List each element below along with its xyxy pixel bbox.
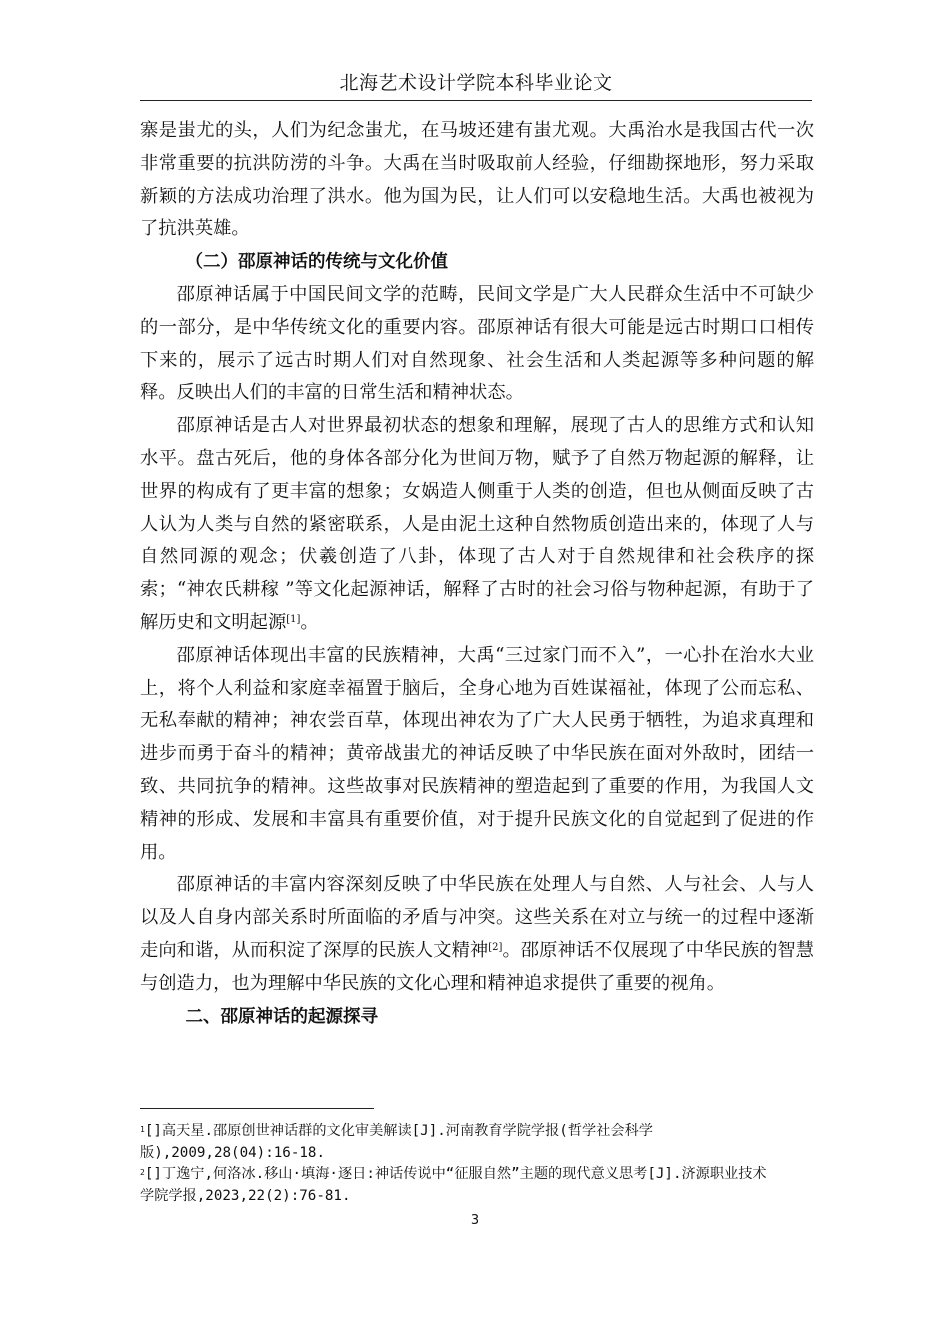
paragraph-text: 。 <box>300 611 319 633</box>
paragraph: 邵原神话属于中国民间文学的范畴，民间文学是广大人民群众生活中不可缺少的一部分，是中华传统文化的重要内容。邵原神话有很大可能是远古时期口口相传下来的，展示了远古时期人们对自然现象、社会生活和人类起源等多种问题的解释。反映出人们的丰富的日常生活和精神状态。 <box>140 283 814 404</box>
footnote-item <box>140 1164 780 1207</box>
paragraph-text: 邵原神话是古人对世界最初状态的想象和理解，展现了古人的思维方式和认知水平。盘古死后，他的身体各部分化为世间万物，赋予了自然万物起源的解释，让世界的构成有了更丰富的想象；女娲造人侧重于人类的创造，但也从侧面反映了古人认为人类与自然的紧密联系，人是由泥土这种自然物质创造出来的，体现了人与自然同源的观念；伏羲创造了八卦，体现了古人对于自然规律和社会秩序的探索；“神农氏耕稼 ”等文化起源神话，解释了古时的社会习俗与物种起源，有助于了解历史和文明起源 <box>140 415 814 633</box>
main-content <box>140 115 814 1033</box>
paragraph <box>140 410 814 640</box>
footnotes <box>140 1121 780 1207</box>
page-number: 3 <box>470 1213 480 1228</box>
citation-ref-2[interactable]: [2] <box>488 941 503 953</box>
paragraph-continued: 寨是蚩尤的头，人们为纪念蚩尤，在马坡还建有蚩尤观。大禹治水是我国古代一次非常重要的抗洪防涝的斗争。大禹在当时吸取前人经验，仔细勘探地形，努力采取新颖的方法成功治理了洪水。他为国为民，让人们可以安稳地生活。大禹也被视为了抗洪英雄。 <box>140 120 814 240</box>
paragraph-text: 邵原神话的丰富内容深刻反映了中华民族在处理人与自然、人与社会、人与人以及人自身内部关系时所面临的矛盾与冲突。这些关系在对立与统一的过程中逐渐走向和谐，从而积淀了深厚的民族人文精神 <box>140 874 814 961</box>
footnote-mark: 2 <box>140 1168 145 1177</box>
footnote-item <box>140 1121 780 1164</box>
footnote-mark: 1 <box>140 1125 145 1134</box>
citation-ref-1[interactable]: [1] <box>286 613 301 625</box>
paragraph-text: 。邵原神话不仅展现了中华民族的智慧与创造力，也为理解中华民族的文化心理和精神追求提供了重要的视角。 <box>140 939 815 994</box>
footnote-text: []高天星.邵原创世神话群的文化审美解读[J].河南教育学院学报(哲学社会科学版),2009,28(04):16-18. <box>140 1123 653 1161</box>
section-subheading: （二）邵原神话的传统与文化价值 <box>185 252 448 273</box>
paragraph: 邵原神话体现出丰富的民族精神，大禹“三过家门而不入”，一心扑在治水大业上，将个人利益和家庭幸福置于脑后，全身心地为百姓谋福祉，体现了公而忘私、无私奉献的精神；神农尝百草，体现出神农为了广大人民勇于牺牲，为追求真理和进步而勇于奋斗的精神；黄帝战蚩尤的神话反映了中华民族在面对外敌时，团结一致、共同抗争的精神。这些故事对民族精神的塑造起到了重要的作用，为我国人文精神的形成、发展和丰富具有重要价值，对于提升民族文化的自觉起到了促进的作用。 <box>140 644 814 863</box>
section-heading: 二、邵原神话的起源探寻 <box>185 1006 378 1027</box>
footnote-text: []丁逸宁,何洛冰.移山·填海·逐日:神话传说中“征服自然”主题的现代意义思考[J].济源职业技术学院学报,2023,22(2):76-81. <box>140 1166 767 1204</box>
paragraph <box>140 869 814 1000</box>
footnote-divider <box>140 1108 374 1109</box>
page-header: 北海艺术设计学院本科毕业论文 <box>140 68 812 101</box>
